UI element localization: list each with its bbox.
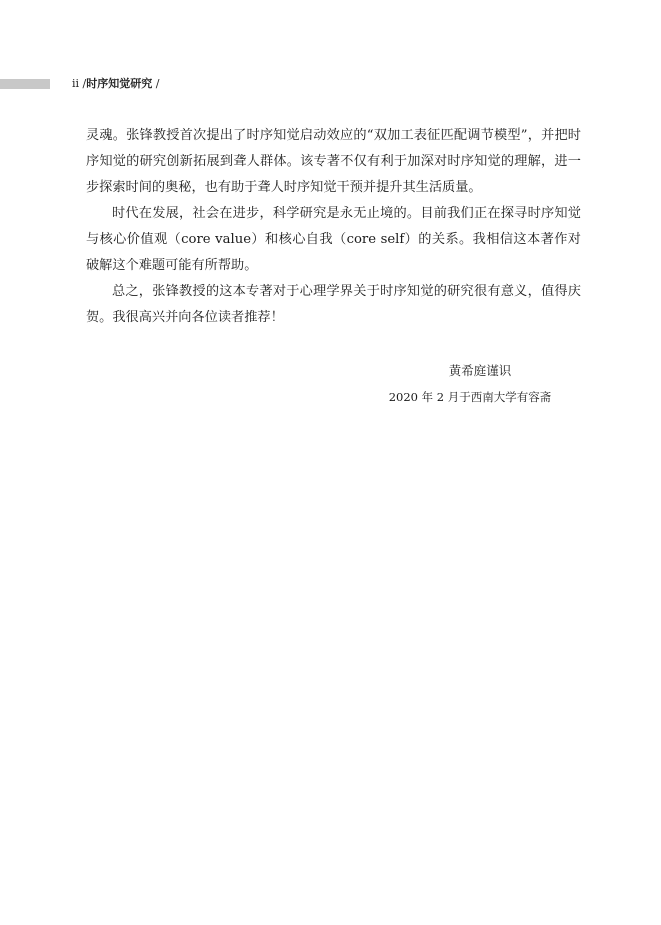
paragraph: 时代在发展，社会在进步，科学研究是永无止境的。目前我们正在探寻时序知觉与核心价值观（core value）和核心自我（core self）的关系。我相信这本著作对破解这个难题可能有所帮助。 [86, 206, 581, 273]
paragraph: 总之，张锋教授的这本专著对于心理学界关于时序知觉的研究很有意义，值得庆贺。我很高兴并向各位读者推荐！ [86, 284, 581, 325]
page-number: ii [72, 77, 80, 90]
author-signature: 黄希庭谨识 [448, 363, 512, 378]
paragraph-continuation: 灵魂。张锋教授首次提出了时序知觉启动效应的“双加工表征匹配调节模型”，并把时序知觉的研究创新拓展到聋人群体。该专著不仅有利于加深对时序知觉的理解，进一步探索时间的奥秘，也有助于聋人时序知觉干预并提升其生活质量。 [86, 128, 581, 195]
header-separator-trailing: / [155, 77, 160, 90]
running-head [72, 77, 159, 91]
body-text [86, 123, 581, 331]
date-place-line: 2020 年 2 月于西南大学有容斋 [388, 390, 552, 404]
book-title: 时序知觉研究 [86, 77, 153, 90]
header-separator: / [82, 77, 87, 90]
header-bar-decoration [0, 79, 50, 89]
